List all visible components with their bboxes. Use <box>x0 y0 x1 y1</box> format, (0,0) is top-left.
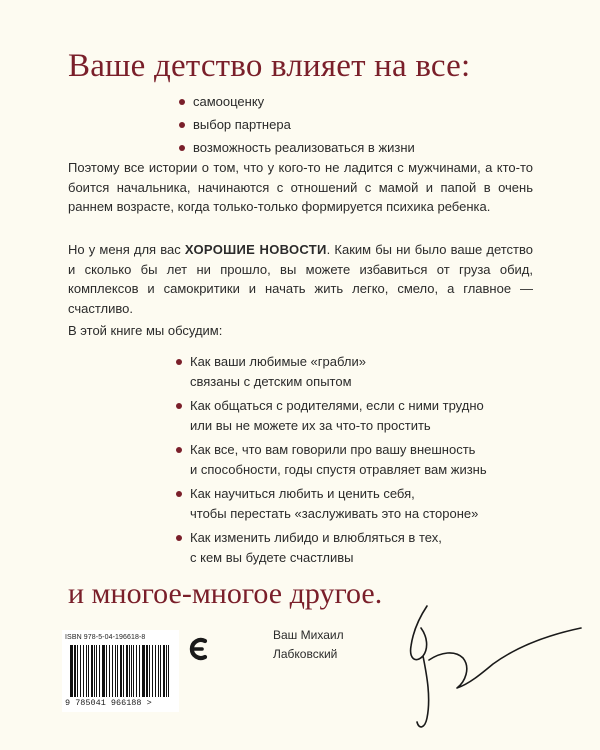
topic-line: Как все, что вам говорили про вашу внешность <box>190 442 476 457</box>
good-news-rest: . Каким бы ни было ваше детство и сколько бы лет ни прошло, вы можете избавиться от груза обид, комплексов и самокритики и начать жить легко, смело, а главное — счастливо. <box>68 242 533 316</box>
barcode-bar <box>115 645 116 697</box>
list-item <box>176 528 487 568</box>
headline: Ваше детство влияет на все: <box>68 48 471 84</box>
signature-icon <box>383 588 588 738</box>
barcode-block <box>62 630 179 712</box>
barcode-bar <box>106 645 107 697</box>
list-item: выбор партнера <box>179 113 415 136</box>
barcode-bar <box>131 645 132 697</box>
topic-line: чтобы перестать «заслуживать это на стороне» <box>190 506 479 521</box>
barcode-bar <box>160 645 161 697</box>
barcode-bar <box>86 645 87 697</box>
topic-line: связаны с детским опытом <box>190 374 352 389</box>
topic-line: Как общаться с родителями, если с ними трудно <box>190 398 484 413</box>
barcode-bar <box>123 645 124 697</box>
barcode-bar <box>109 645 110 697</box>
barcode-bar <box>163 645 165 697</box>
barcode-bar <box>146 645 148 697</box>
barcode-bar <box>112 645 113 697</box>
barcode-bar <box>152 645 153 697</box>
topic-line: Как научиться любить и ценить себя, <box>190 486 415 501</box>
barcode-bar <box>74 645 76 697</box>
author-line: Ваш Михаил <box>273 628 344 642</box>
topic-line: с кем вы будете счастливы <box>190 550 354 565</box>
barcode-bar <box>168 645 169 697</box>
barcode-bar <box>88 645 89 697</box>
barcode-icon <box>70 645 170 697</box>
topic-line: Как ваши любимые «грабли» <box>190 354 366 369</box>
barcode-bar <box>126 645 128 697</box>
good-news-highlight: ХОРОШИЕ НОВОСТИ <box>184 242 327 257</box>
barcode-bar <box>136 645 137 697</box>
barcode-bar <box>77 645 78 697</box>
eksmo-logo-icon <box>187 636 209 662</box>
list-item <box>176 396 487 436</box>
barcode-bar <box>133 645 134 697</box>
topics-intro: В этой книге мы обсудим: <box>68 323 223 338</box>
list-item <box>176 440 487 480</box>
list-item: самооценку <box>179 90 415 113</box>
barcode-bar <box>117 645 118 697</box>
barcode-bar <box>70 645 73 697</box>
barcode-bar <box>102 645 105 697</box>
isbn-text: ISBN 978-5-04-196618-8 <box>65 634 146 641</box>
barcode-bar <box>83 645 84 697</box>
list-item <box>176 352 487 392</box>
good-news-paragraph <box>68 240 533 318</box>
closing-line: и многое-многое другое. <box>68 577 383 610</box>
barcode-bar <box>91 645 93 697</box>
topic-line: и способности, годы спустя отравляет вам жизнь <box>190 462 487 477</box>
topic-line: Как изменить либидо и влюбляться в тех, <box>190 530 442 545</box>
topic-line: или вы не можете их за что-то простить <box>190 418 431 433</box>
list-item <box>176 484 487 524</box>
author-name: Лабковский <box>273 647 338 661</box>
topics-list <box>176 352 487 572</box>
barcode-digits: 9 785041 966188 > <box>65 698 152 708</box>
barcode-bar <box>96 645 97 697</box>
barcode-bar <box>166 645 167 697</box>
influence-list <box>179 90 415 159</box>
author-signoff <box>273 626 344 664</box>
barcode-bar <box>129 645 130 697</box>
barcode-bar <box>99 645 100 697</box>
barcode-bar <box>80 645 81 697</box>
list-item: возможность реализоваться в жизни <box>179 136 415 159</box>
barcode-bar <box>155 645 156 697</box>
barcode-bar <box>139 645 140 697</box>
barcode-bar <box>94 645 95 697</box>
barcode-bar <box>149 645 150 697</box>
good-news-lead: Но у меня для вас <box>68 242 185 257</box>
barcode-bar <box>142 645 145 697</box>
barcode-bar <box>120 645 122 697</box>
barcode-bar <box>158 645 159 697</box>
intro-paragraph: Поэтому все истории о том, что у кого-то не ладится с мужчинами, а кто-то боится начальника, начинаются с отношений с мамой и папой в очень раннем возрасте, когда только-только формируется психика ребенка. <box>68 160 533 214</box>
